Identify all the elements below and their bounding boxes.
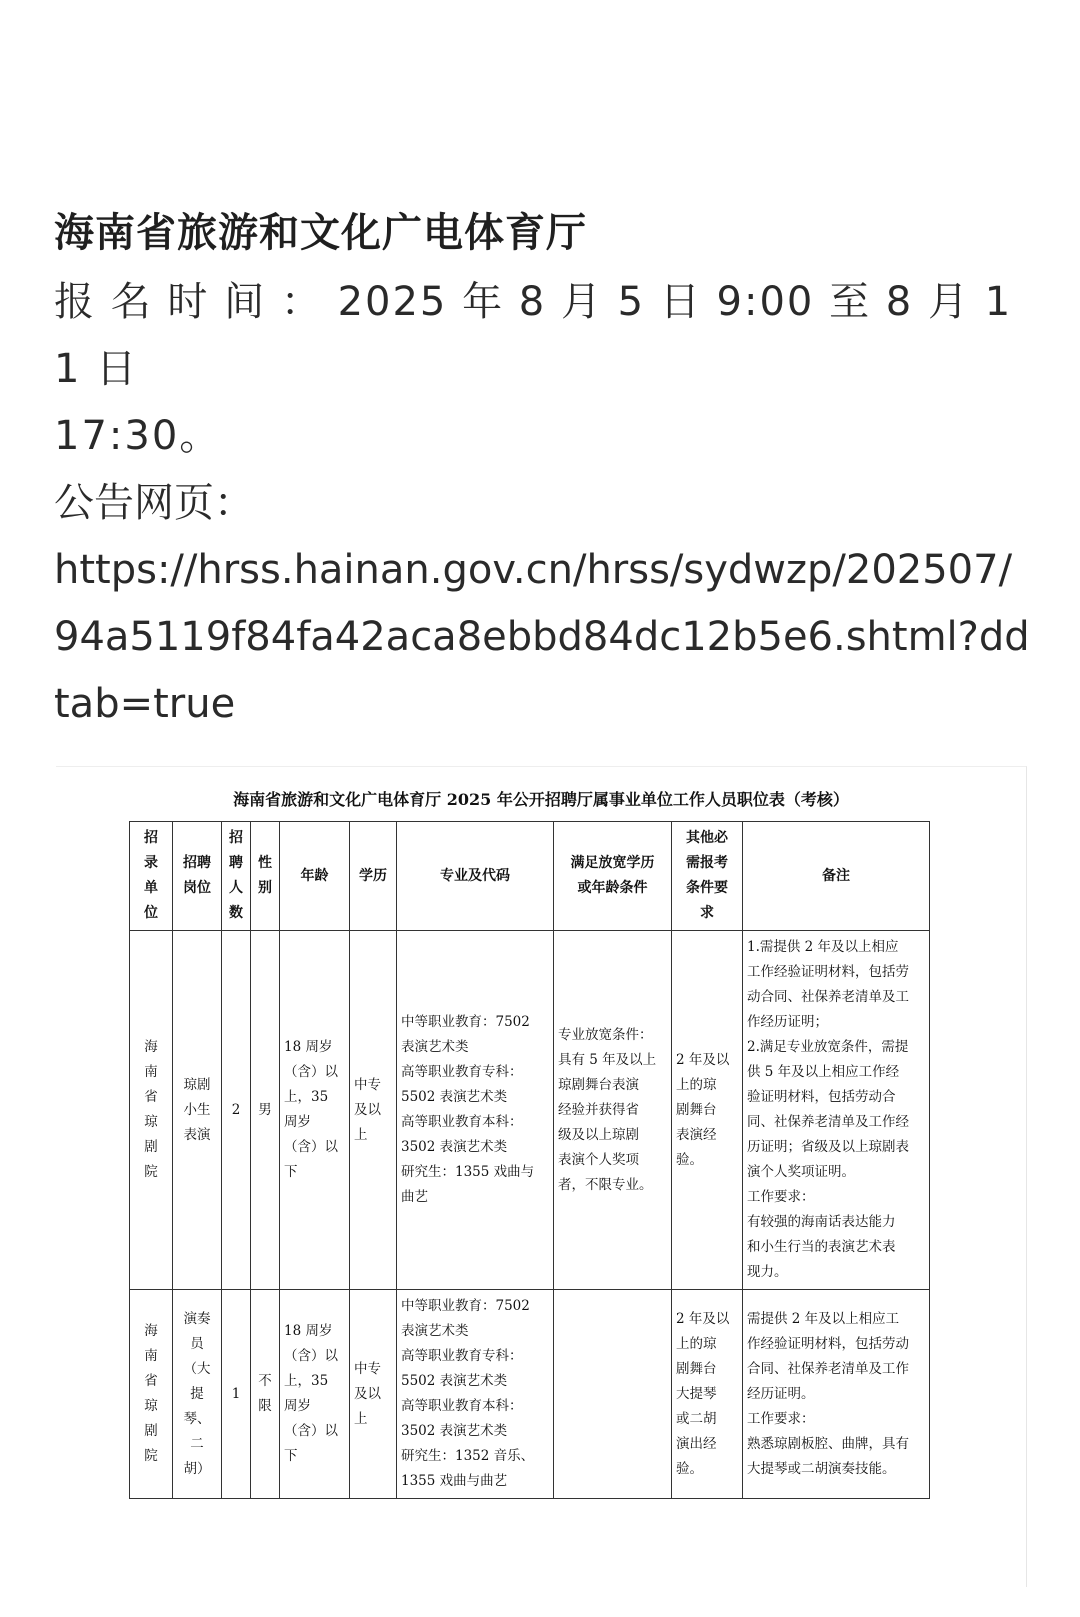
cell-other: 2 年及以 上的琼 剧舞台 表演经 验。	[672, 931, 743, 1290]
job-table-image[interactable]	[56, 766, 1027, 1587]
header-relax: 满足放宽学历 或年龄条件	[554, 822, 672, 931]
cell-major: 中等职业教育：7502 表演艺术类 高等职业教育专科： 5502 表演艺术类 高等职业教育本科： 3502 表演艺术类 研究生：1352 音乐、 1355 戏曲与曲艺	[397, 1290, 554, 1499]
cell-age: 18 周岁 （含）以 上，35 周岁 （含）以 下	[280, 1290, 350, 1499]
job-table	[129, 821, 930, 1499]
header-remark: 备注	[743, 822, 930, 931]
cell-position: 演奏 员 （大 提 琴、 二 胡）	[173, 1290, 222, 1499]
cell-other: 2 年及以 上的琼 剧舞台 大提琴 或二胡 演出经 验。	[672, 1290, 743, 1499]
cell-unit: 海 南 省 琼 剧 院	[130, 1290, 173, 1499]
registration-time-line-1: 报 名 时 间 ： 2025 年 8 月 5 日 9:00 至 8 月 11 日	[54, 279, 1013, 392]
header-major: 专业及代码	[397, 822, 554, 931]
header-age: 年龄	[280, 822, 350, 931]
header-count: 招 聘 人 数	[222, 822, 251, 931]
job-table-title: 海南省旅游和文化广电体育厅 2025 年公开招聘厅属事业单位工作人员职位表（考核）	[233, 790, 849, 809]
header-education: 学历	[350, 822, 397, 931]
header-unit: 招 录 单 位	[130, 822, 173, 931]
cell-position: 琼剧 小生 表演	[173, 931, 222, 1290]
cell-count: 2	[222, 931, 251, 1290]
cell-relax: 专业放宽条件： 具有 5 年及以上 琼剧舞台表演 经验并获得省 级及以上琼剧 表演个人奖项 者，不限专业。	[554, 931, 672, 1290]
cell-unit: 海 南 省 琼 剧 院	[130, 931, 173, 1290]
cell-relax	[554, 1290, 672, 1499]
header-other: 其他必 需报考 条件要 求	[672, 822, 743, 931]
cell-count: 1	[222, 1290, 251, 1499]
table-row	[130, 931, 930, 1290]
cell-remark: 需提供 2 年及以上相应工 作经验证明材料，包括劳动 合同、社保养老清单及工作 经历证明。 工作要求： 熟悉琼剧板腔、曲牌，具有 大提琴或二胡演奏技能。	[743, 1290, 930, 1499]
cell-gender: 男	[251, 931, 280, 1290]
cell-gender: 不 限	[251, 1290, 280, 1499]
post-title: 海南省旅游和文化广电体育厅	[54, 210, 587, 256]
table-header-row	[130, 822, 930, 931]
announcement-label: 公告网页：	[54, 480, 254, 526]
header-gender: 性 别	[251, 822, 280, 931]
post-body	[54, 205, 1034, 738]
announcement-url-link[interactable]: https://hrss.hainan.gov.cn/hrss/sydwzp/202507/94a5119f84fa42aca8ebbd84dc12b5e6.shtml?ddtab=true	[54, 547, 1030, 727]
header-position: 招聘 岗位	[173, 822, 222, 931]
cell-age: 18 周岁 （含）以 上，35 周岁 （含）以 下	[280, 931, 350, 1290]
cell-remark: 1.需提供 2 年及以上相应 工作经验证明材料，包括劳 动合同、社保养老清单及工 作经历证明； 2.满足专业放宽条件，需提 供 5 年及以上相应工作经 验证明材料，包括劳动合 同、社保养老清单及工作经 历证明；省级及以上琼剧表 演个人奖项证明。 工作要求： 有较强的海南话表达能力 和小生行当的表演艺术表 现力。	[743, 931, 930, 1290]
registration-time-line-2: 17:30。	[54, 413, 222, 459]
table-row	[130, 1290, 930, 1499]
cell-education: 中专 及以 上	[350, 1290, 397, 1499]
cell-education: 中专 及以 上	[350, 931, 397, 1290]
cell-major: 中等职业教育：7502 表演艺术类 高等职业教育专科： 5502 表演艺术类 高等职业教育本科： 3502 表演艺术类 研究生：1355 戏曲与 曲艺	[397, 931, 554, 1290]
